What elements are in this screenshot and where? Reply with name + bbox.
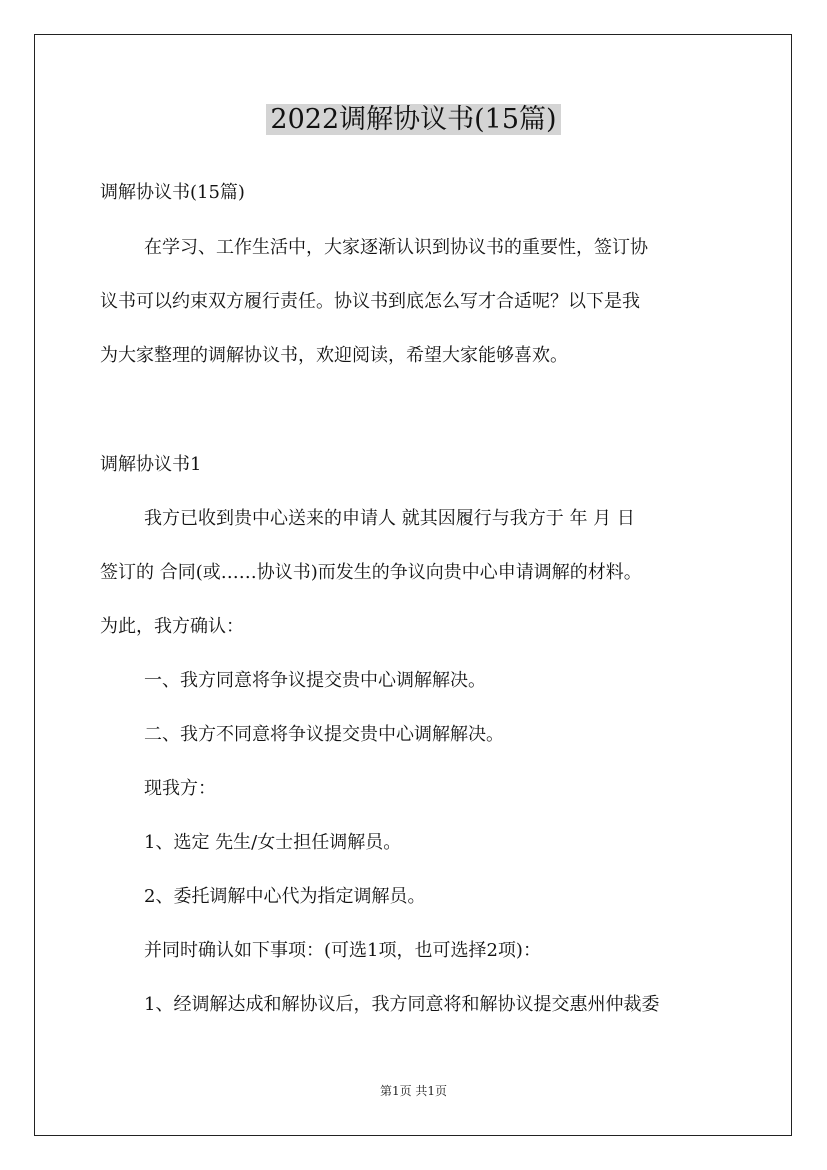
body-line-4: 一、我方同意将争议提交贵中心调解解决。 xyxy=(144,670,486,691)
page-footer: 第1页 共1页 xyxy=(379,1084,448,1098)
body-line-6: 现我方： xyxy=(144,778,216,799)
intro-line-3: 为大家整理的调解协议书，欢迎阅读，希望大家能够喜欢。 xyxy=(100,345,568,366)
body-line-2: 签订的 合同(或……协议书)而发生的争议向贵中心申请调解的材料。 xyxy=(100,562,642,583)
document-subtitle: 调解协议书(15篇) xyxy=(100,182,245,203)
body-line-9: 并同时确认如下事项：(可选1项，也可选择2项)： xyxy=(144,940,541,961)
section-heading: 调解协议书1 xyxy=(100,454,202,475)
body-line-1: 我方已收到贵中心送来的申请人 就其因履行与我方于 年 月 日 xyxy=(144,508,635,529)
intro-line-1: 在学习、工作生活中，大家逐渐认识到协议书的重要性，签订协 xyxy=(144,237,648,258)
body-line-3: 为此，我方确认： xyxy=(100,616,244,637)
body-line-7: 1、选定 先生/女士担任调解员。 xyxy=(144,832,402,853)
document-title xyxy=(0,100,827,140)
body-line-8: 2、委托调解中心代为指定调解员。 xyxy=(144,886,426,907)
body-line-5: 二、我方不同意将争议提交贵中心调解解决。 xyxy=(144,724,504,745)
body-line-10: 1、经调解达成和解协议后，我方同意将和解协议提交惠州仲裁委 xyxy=(144,994,660,1015)
document-title-text: 2022调解协议书(15篇) xyxy=(266,104,560,135)
intro-line-2: 议书可以约束双方履行责任。协议书到底怎么写才合适呢？以下是我 xyxy=(100,291,640,312)
